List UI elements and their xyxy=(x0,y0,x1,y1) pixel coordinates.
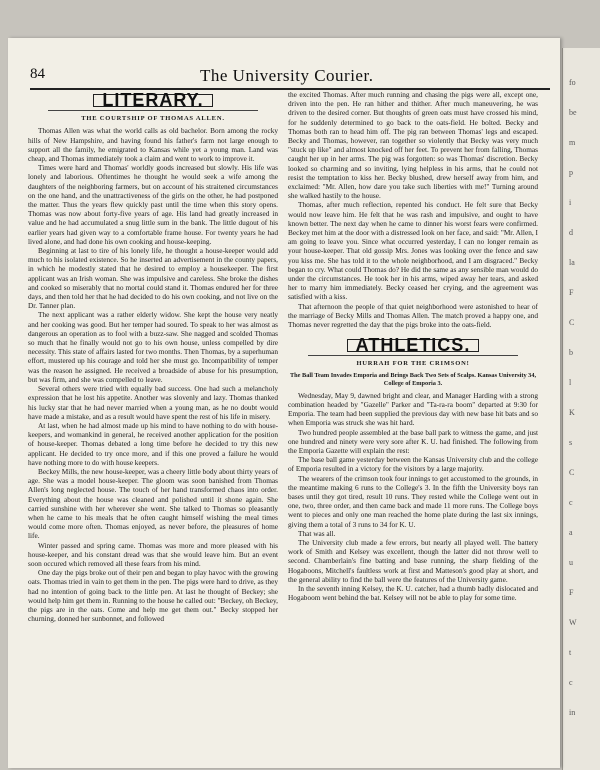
facing-page-fragment: i xyxy=(569,198,572,207)
athletics-paragraph: In the seventh inning Kelsey, the K. U. catcher, had a thumb badly dislocated and Hogaboom went behind the bat. Kelsey will not be able to play for some time. xyxy=(288,583,538,603)
newspaper-page xyxy=(8,38,560,768)
facing-page-fragment: d xyxy=(569,228,573,237)
facing-page-fragment: F xyxy=(569,288,574,297)
facing-page-fragment: C xyxy=(569,318,575,327)
story-paragraph: Beckey Mills, the new house-keeper, was a cheery little body about thirty years of age. She was a model house-keeper. The gloom was soon banished from Thomas Allen's long neglected house. The touch of her hand transformed chaos into order. Everything about the house was cleaned and polished until it shone again. She carried sunshine with her wherever she went. She talked to Thomas so pleasantly when he came to his meals that he often caught himself wishing the meal times would come more often. Thomas enjoyed, as never before, the pleasures of home life. xyxy=(28,466,278,541)
story-paragraph: At last, when he had almost made up his mind to have nothing to do with house-keepers, and womankind in general, he received another application for the position of house-keeper. Thomas debated a long time before he decided to try this new applicant. He decided to try once more, and if this one proved a failure he would have nothing more to do with house keepers. xyxy=(28,420,278,467)
story-continuation-paragraph: That afternoon the people of that quiet neighborhood were astonished to hear of the marriage of Becky Mills and Thomas Allen. The match proved a happy one, and Thomas never regretted the day that the pigs broke into the oats-field. xyxy=(288,301,538,330)
athletics-paragraph: Wednesday, May 9, dawned bright and clear, and Manager Harding with a strong combination headed by "Gazelle" Parker and "Ta-ra-ra boom" departed at 9:30 for Emporia. The team had been supplied the previous day with new base hit bats and so when Emporia was struck she was hit hard. xyxy=(288,390,538,428)
section-rule xyxy=(48,110,258,111)
athletics-heading-wrap xyxy=(288,335,538,356)
section-rule xyxy=(308,355,518,356)
literary-heading-wrap xyxy=(28,90,278,110)
facing-page-fragment: m xyxy=(569,138,576,147)
athletics-paragraph: That was all. xyxy=(298,528,336,538)
left-column xyxy=(28,90,278,623)
facing-page-fragment: W xyxy=(569,618,577,627)
facing-page-fragment: s xyxy=(569,438,573,447)
story-paragraph: The next applicant was a rather elderly widow. She kept the house very neatly and her cooking was good. But her temper had soured. To speak to her was almost as dangerous an operation as to fool with a buzz-saw. She nagged and scolded Thomas so much that he finally would not go to his own house, unless compelled by dire necessity. This state of affairs lasted for two months. Then Thomas, by a superhuman effort, mustered up his courage and told her she must go. Incompatibility of temper was the reason he assigned. He received a broadside of abuse for his presumption, but was firm, and she was compelled to leave. xyxy=(28,310,278,384)
page-header xyxy=(30,66,530,86)
story-continuation-paragraph: Thomas, after much reflection, repented his conduct. He felt sure that Becky would now leave him. He felt that he was rash and impulsive, and ought to have known better. The next day when he came to dinner his worst fears were confirmed. Beckey met him at the door with a distressed look on her face, and said: "Mr. Allen, I am going to leave you. Since what occurred yesterday, I can no longer remain as your house-keeper. That old gossip Mrs. Jones was looking over the fence and saw you kiss me. She has told it to the whole neighborhood, and I am disgraced." Becky began to cry. What could Thomas do? He did the same as any sensible man would do under the circumstances. He took her in his arms, wiped away her tears, and asked her to marry him immediately. Becky ceased her crying, and the agreement was satisfied with a kiss. xyxy=(288,200,538,302)
athletics-paragraph: The wearers of the crimson took four innings to get accustomed to the grounds, in the meantime making 6 runs to the College's 3. In the fifth the University boys ran bases until they got tired, result 10 runs. They rested while the College went out in one, two, three order, and then came back and made 11 more runs. The College boys went to pieces and only one man reached the home plate during the last six innings, giving them a total of 3 runs to 34 for K. U. xyxy=(288,473,538,529)
facing-page-fragment: t xyxy=(569,648,572,657)
story-paragraph: One day the pigs broke out of their pen and began to play havoc with the growing oats. Thomas tried in vain to get them in the pen. The pigs were hard to drive, as they had no intention of going back to the little pen. At last he thought of Beckey; she would help him get them in. Running to the house he called out: "Beckey, oh Beckey, the pigs are in the oats. Come and help me get them out." Becky stopped her churning, donned her sunbonnet, and followed xyxy=(28,568,278,624)
facing-page-edge xyxy=(562,48,600,770)
athletics-subheading: HURRAH FOR THE CRIMSON! xyxy=(356,360,470,368)
story-paragraph: Winter passed and spring came. Thomas was more and more pleased with his house-keeper, and his constant dread was that she would leave him. But an event soon occured which removed all these fears from his mind. xyxy=(28,540,278,568)
facing-page-fragment: c xyxy=(569,678,573,687)
athletics-paragraph: The base ball game yesterday between the Kansas University club and the college of Emporia resulted in a victory for the visitors by a large majority. xyxy=(288,455,538,474)
facing-page-fragment: c xyxy=(569,498,573,507)
athletics-heading: ATHLETICS. xyxy=(347,339,480,352)
facing-page-fragment: b xyxy=(569,348,573,357)
facing-page-fragment: C xyxy=(569,468,575,477)
facing-page-fragment: u xyxy=(569,558,573,567)
facing-page-fragment: la xyxy=(569,258,575,267)
story-continuation-paragraph: the excited Thomas. After much running and chasing the pigs were all, except one, driven into the pen. He ran hither and thither. After much maneuvering, he was driven to the desired corner. But thoughts of green oats must have crossed his mind, for he suddenly determined to go back to the oats-field. He bolted. Becky and Thomas both ran to head him off. The pig ran between Thomas' legs and escaped. Becky and Thomas, however, ran together so violently that Becky was very much "stuck up like" and almost knocked off her feet. To prevent her from falling, Thomas caught her up in her arms. The pig was forgotten: so was Thomas' discretion. Becky looked so charming and so inviting, lying helpless in his arms, that he could not resist the temptation to kiss her. Becky blushed, drew herself away from him, and exclaimed: "Mr. Allen, how dare you take such liberties with me!" Turning around she walked hastily to the house. xyxy=(288,90,538,201)
facing-page-fragment: K xyxy=(569,408,575,417)
literary-heading: LITERARY. xyxy=(93,94,212,107)
page-number: 84 xyxy=(30,66,45,82)
right-column xyxy=(288,90,538,602)
story-paragraph: Times were hard and Thomas' worldly goods increased but slowly. His life was lonely and laborious. Oftentimes he thought he would seek a wife among the daughters of the neighboring farmers, but on account of his straitened circumstances on the one hand, and the unattractiveness of the girls on the other, he had postponed the matter. Thus the years flew quickly past until the time when this story opens. Thomas was now about forty-five years of age. His land had greatly increased in value and he had accumulated a snug little sum in the bank. The little dugout of his earlier years had given way to a comfortable frame house. For twenty years he had lived alone, and had done his own cooking and house-keeping. xyxy=(28,163,278,246)
story-paragraph: Thomas Allen was what the world calls as old bachelor. Born among the rocky hills of New Hampshire, and having found his father's farm not large enough to support all the family, he emigrated to Kansas while yet a young man. Land was cheap, and Thomas immediately took a claim and went to work to improve it. xyxy=(28,126,278,164)
athletics-deck: The Ball Team Invades Emporia and Brings Back Two Sets of Scalps. Kansas University 34, College of Emporia 3. xyxy=(289,371,537,387)
facing-page-fragment: in xyxy=(569,708,576,717)
publication-title: The University Courier. xyxy=(200,66,374,85)
facing-page-fragment: be xyxy=(569,108,577,117)
story-paragraph: Several others were tried with equally bad success. One had such a melancholy expression that he lost his appetite. Another was slovenly and lazy. Thomas thanked his lucky star that he had never married when a young man, as he no doubt would have made a mistake, and as a result would have spent the rest of his life in misery. xyxy=(28,384,278,421)
facing-page-fragment: p xyxy=(569,168,573,177)
athletics-paragraph: The University club made a few errors, but nearly all played well. The battery work of Smith and Kelsey was excellent, though the latter did not throw well to second. Chamberlain's fine batting and base running, the sharp fielding of the Hogaboons, Mitchell's faultless work at first and Matteson's good play at short, and the general ability to find the ball were the features of the University game. xyxy=(288,537,538,584)
athletics-paragraph: Two hundred people assembled at the base ball park to witness the game, and just one hundred and ninety were very sore after K. U. had finished. The following from the Emporia Gazette will explain the rest: xyxy=(288,427,538,455)
story-paragraph: Beginning at last to tire of his lonely life, he thought a house-keeper would add much to his isolated existence. So he inserted an advertisement in the county papers, in which he modestly stated that he desired to employ a housekeeper. The first applicant was an Irish woman. She was impulsive and careless. She broke the dishes and cooked so miserably that no mortal could stand it. Thomas endured her for three days, and then told her that he had decided to do his own cooking, and not live on the Dr. Tanner plan. xyxy=(28,246,278,311)
facing-page-fragment: fo xyxy=(569,78,576,87)
facing-page-fragment: l xyxy=(569,378,572,387)
story-title: THE COURTSHIP OF THOMAS ALLEN. xyxy=(81,115,225,123)
facing-page-fragment: F xyxy=(569,588,574,597)
facing-page-fragment: a xyxy=(569,528,573,537)
